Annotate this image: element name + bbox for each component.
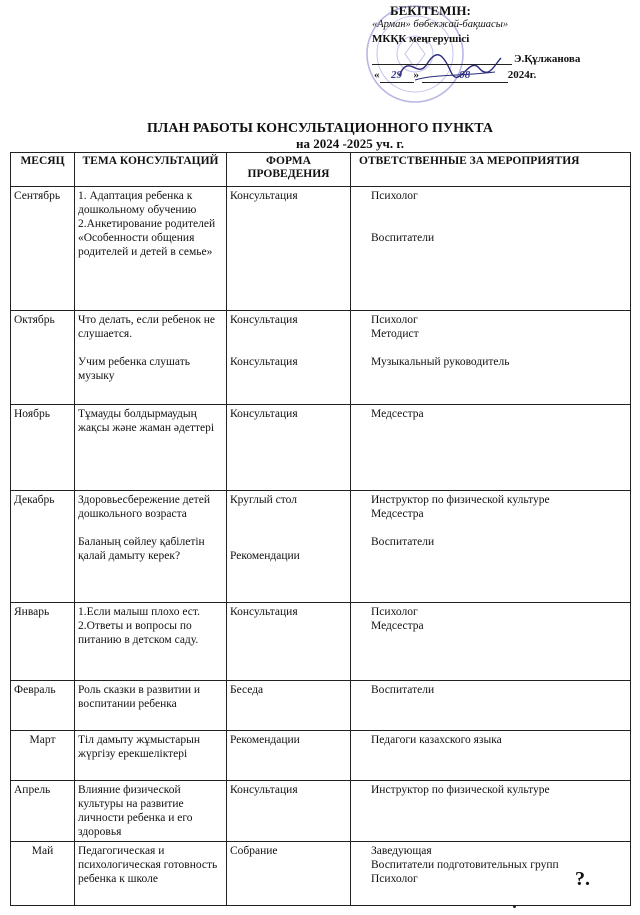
responsible-item: Психолог bbox=[371, 314, 418, 326]
topic-item: Тіл дамыту жұмыстарын жүргізу ерекшеліктері bbox=[78, 734, 200, 760]
form-item: Собрание bbox=[230, 845, 278, 857]
consultation-plan-table bbox=[10, 152, 631, 906]
cell-form bbox=[227, 405, 351, 491]
cell-topic bbox=[75, 405, 227, 491]
responsible-item: Воспитатели bbox=[371, 232, 435, 244]
form-item: Круглый стол bbox=[230, 494, 297, 506]
cell-month: Февраль bbox=[11, 681, 75, 731]
approval-date bbox=[368, 68, 618, 84]
table-row bbox=[11, 603, 631, 681]
topic-item: 1. Адаптация ребенка к дошкольному обучению bbox=[78, 190, 197, 216]
cell-responsible bbox=[351, 311, 631, 405]
table-row bbox=[11, 311, 631, 405]
cell-topic bbox=[75, 681, 227, 731]
topic-item: Что делать, если ребенок не слушается. bbox=[78, 314, 216, 340]
footer-dot bbox=[513, 905, 516, 908]
topic-item: Тұмауды болдырмаудың жақсы және жаман әдеттері bbox=[78, 408, 215, 434]
cell-form bbox=[227, 731, 351, 781]
cell-topic bbox=[75, 491, 227, 603]
form-item: Беседа bbox=[230, 684, 264, 696]
topic-item: Баланың сөйлеу қабілетін қалай дамыту керек? bbox=[78, 536, 205, 562]
table-row bbox=[11, 405, 631, 491]
signer-name: Э.Құлжанова bbox=[514, 53, 581, 65]
responsible-item: Психолог bbox=[371, 873, 418, 885]
responsible-item: Психолог bbox=[371, 606, 418, 618]
topic-item: 2.Ответы и вопросы по питанию в детском саду. bbox=[78, 620, 199, 646]
form-item: Рекомендации bbox=[230, 550, 300, 562]
cell-form bbox=[227, 491, 351, 603]
cell-topic bbox=[75, 187, 227, 311]
approval-organization: «Арман» бөбекжай-бақшасы» bbox=[372, 19, 509, 30]
cell-topic bbox=[75, 781, 227, 842]
table-row bbox=[11, 781, 631, 842]
header-topic: ТЕМА КОНСУЛЬТАЦИЙ bbox=[75, 153, 227, 187]
cell-form bbox=[227, 681, 351, 731]
form-item: Консультация bbox=[230, 784, 298, 796]
responsible-item: Медсестра bbox=[371, 508, 424, 520]
cell-month: Январь bbox=[11, 603, 75, 681]
cell-responsible bbox=[351, 781, 631, 842]
table-row bbox=[11, 187, 631, 311]
cell-month: Ноябрь bbox=[11, 405, 75, 491]
topic-item: Роль сказки в развитии и воспитании ребенка bbox=[78, 684, 200, 710]
topic-item: 2.Анкетирование родителей «Особенности общения родителей и детей в семье» bbox=[78, 218, 216, 258]
responsible-item: Психолог bbox=[371, 190, 418, 202]
responsible-item: Медсестра bbox=[371, 620, 424, 632]
cell-month: Сентябрь bbox=[11, 187, 75, 311]
responsible-item: Методист bbox=[371, 328, 419, 340]
date-month: 08 bbox=[422, 68, 508, 83]
date-close-quote: » bbox=[413, 69, 419, 81]
date-year: 2024г. bbox=[507, 69, 537, 81]
cell-month: Апрель bbox=[11, 781, 75, 842]
cell-topic bbox=[75, 731, 227, 781]
form-item: Консультация bbox=[230, 190, 298, 202]
form-item: Консультация bbox=[230, 606, 298, 618]
date-day: 29 bbox=[380, 68, 414, 83]
table-row bbox=[11, 731, 631, 781]
title-line-2: на 2024 -2025 уч. г. bbox=[295, 136, 405, 151]
responsible-item: Заведующая bbox=[371, 845, 432, 857]
cell-responsible bbox=[351, 491, 631, 603]
signature-row bbox=[368, 52, 618, 68]
topic-item: Здоровьесбережение детей дошкольного возраста bbox=[78, 494, 210, 520]
table-row bbox=[11, 491, 631, 603]
cell-responsible bbox=[351, 405, 631, 491]
cell-topic bbox=[75, 842, 227, 906]
footer-mark: ?. bbox=[575, 868, 590, 890]
cell-month: Май bbox=[11, 842, 75, 906]
responsible-item: Медсестра bbox=[371, 408, 424, 420]
table-row bbox=[11, 681, 631, 731]
approval-position: МКҚК меңгерушісі bbox=[372, 33, 470, 45]
table-row bbox=[11, 842, 631, 906]
header-form: ФОРМА ПРОВЕДЕНИЯ bbox=[227, 153, 351, 187]
approval-block bbox=[368, 4, 618, 84]
topic-item: Влияние физической культуры на развитие личности ребенка и его здоровья bbox=[78, 784, 193, 838]
cell-form bbox=[227, 842, 351, 906]
cell-responsible bbox=[351, 681, 631, 731]
cell-form bbox=[227, 603, 351, 681]
topic-item: Учим ребенка слушать музыку bbox=[78, 356, 190, 382]
cell-month: Декабрь bbox=[11, 491, 75, 603]
responsible-item: Музыкальный руководитель bbox=[371, 356, 510, 368]
table-header-row bbox=[11, 153, 631, 187]
cell-responsible bbox=[351, 603, 631, 681]
form-item: Консультация bbox=[230, 314, 298, 326]
responsible-item: Воспитатели подготовительных групп bbox=[371, 859, 559, 871]
signature-line bbox=[372, 64, 512, 65]
cell-responsible bbox=[351, 187, 631, 311]
approval-title: БЕКІТЕМІН: bbox=[390, 3, 471, 18]
date-open-quote: « bbox=[374, 69, 380, 81]
responsible-item: Воспитатели bbox=[371, 536, 435, 548]
cell-form bbox=[227, 781, 351, 842]
form-item: Консультация bbox=[230, 408, 298, 420]
title-line-1: ПЛАН РАБОТЫ КОНСУЛЬТАЦИОННОГО ПУНКТА bbox=[147, 121, 493, 136]
form-item: Консультация bbox=[230, 356, 298, 368]
cell-form bbox=[227, 311, 351, 405]
responsible-item: Инструктор по физической культуре bbox=[371, 494, 550, 506]
topic-item: 1.Если малыш плохо ест. bbox=[78, 606, 200, 618]
cell-topic bbox=[75, 603, 227, 681]
form-item: Рекомендации bbox=[230, 734, 300, 746]
document-title bbox=[0, 121, 640, 151]
cell-form bbox=[227, 187, 351, 311]
header-responsible: ОТВЕТСТВЕННЫЕ ЗА МЕРОПРИЯТИЯ bbox=[351, 153, 631, 187]
cell-month: Октябрь bbox=[11, 311, 75, 405]
responsible-item: Воспитатели bbox=[371, 684, 435, 696]
header-month: МЕСЯЦ bbox=[11, 153, 75, 187]
cell-topic bbox=[75, 311, 227, 405]
topic-item: Педагогическая и психологическая готовность ребенка к школе bbox=[78, 845, 218, 885]
responsible-item: Инструктор по физической культуре bbox=[371, 784, 550, 796]
cell-responsible bbox=[351, 731, 631, 781]
responsible-item: Педагоги казахского языка bbox=[371, 734, 502, 746]
cell-month: Март bbox=[11, 731, 75, 781]
